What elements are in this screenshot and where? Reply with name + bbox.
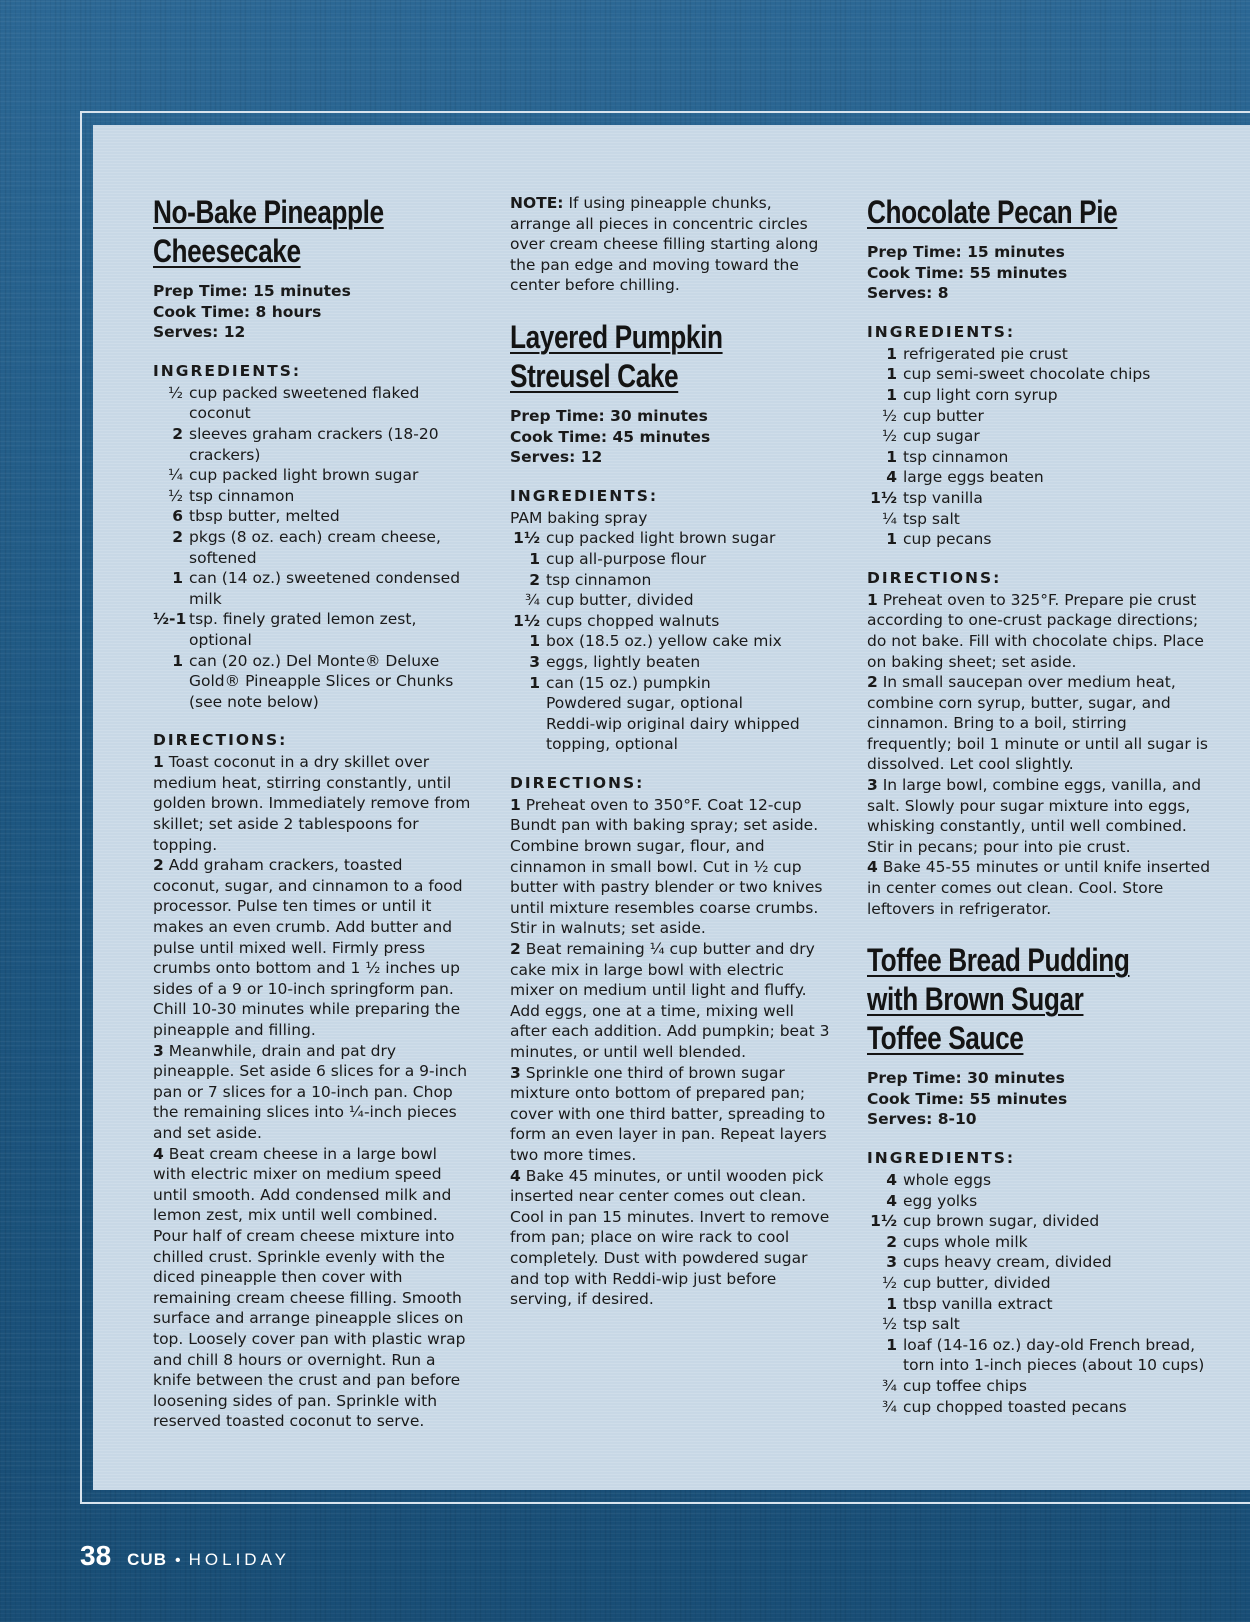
direction-step [153,855,473,1040]
ingredient-quantity: 1 [886,385,897,404]
section-name: HOLIDAY [188,1550,290,1569]
ingredient-text: Powdered sugar, optional [546,694,743,713]
ingredient-text: can (14 oz.) sweetened condensed milk [189,569,461,608]
step-number: 2 [510,940,521,959]
ingredient-item [867,467,1212,488]
ingredient-quantity: 1 [886,530,897,549]
step-text: Sprinkle one third of brown sugar mixture onto bottom of prepared pan; cover with one third batter, spreading to form an even layer in pan. Repeat layers two more times. [510,1063,827,1164]
step-text: Meanwhile, drain and pat dry pineapple. Set aside 6 slices for a 9-inch pan or 7 slices for a 10-inch pan. Chop the remaining slices into ¼-inch pieces and set aside. [153,1041,468,1142]
ingredient-quantity: ¼ [167,466,183,485]
ingredient-text: box (18.5 oz.) yellow cake mix [546,632,782,651]
ingredient-item [867,344,1212,365]
serves: Serves: 8 [867,284,949,303]
directions-list [867,590,1212,920]
ingredient-text: can (20 oz.) Del Monte® Deluxe Gold® Pineapple Slices or Chunks (see note below) [189,651,454,711]
ingredient-quantity: ½ [881,427,897,446]
ingredient-item [867,1273,1212,1294]
ingredient-text: cup packed light brown sugar [189,466,419,485]
ingredient-item [153,424,473,465]
ingredient-text: whole eggs [903,1171,992,1189]
step-number: 3 [153,1041,164,1060]
step-number: 4 [867,858,878,877]
ingredient-text: tsp salt [903,509,960,528]
ingredient-quantity: 2 [529,570,540,589]
ingredient-text: cup butter, divided [546,591,694,610]
ingredient-item [867,1335,1212,1376]
ingredient-quantity: 3 [886,1253,897,1272]
ingredient-item [867,364,1212,385]
ingredient-item [153,527,473,568]
ingredient-item [510,549,830,570]
ingredient-item [153,568,473,609]
ingredient-quantity: 1½ [513,611,540,630]
step-number: 3 [867,776,878,795]
ingredient-text: large eggs beaten [903,468,1044,487]
step-number: 3 [510,1063,521,1082]
directions-heading: DIRECTIONS: [867,568,1002,587]
step-number: 1 [867,590,878,609]
ingredient-text: cup butter, divided [903,1273,1051,1292]
ingredient-text: refrigerated pie crust [903,344,1068,363]
direction-step [510,939,830,1063]
ingredient-quantity: 4 [886,1171,897,1189]
ingredient-item [510,570,830,591]
note-label: NOTE: [510,194,564,212]
ingredient-text: tbsp butter, melted [189,507,340,526]
ingredient-quantity: 4 [886,1191,897,1210]
ingredient-quantity: ½-1 [153,610,187,629]
ingredient-item [153,465,473,486]
ingredient-item [510,693,830,714]
ingredient-text: cups chopped walnuts [546,611,720,630]
step-text: Toast coconut in a dry skillet over medium heat, stirring constantly, until golden brown. Immediately remove from skillet; set aside 2 tablespoons for topping. [153,753,471,854]
ingredient-text: tsp cinnamon [903,447,1009,466]
ingredient-quantity: 1½ [513,529,540,548]
ingredient-item [867,406,1212,427]
ingredient-text: cup packed light brown sugar [546,529,776,548]
cook-time: Cook Time: 55 minutes [867,1089,1068,1108]
ingredient-item [153,651,473,713]
ingredient-item [867,488,1212,509]
directions-list [153,752,473,1432]
ingredient-text: cup all-purpose flour [546,549,707,568]
ingredient-quantity: 2 [172,424,183,443]
direction-step [867,590,1212,672]
ingredient-item [867,1232,1212,1253]
serves: Serves: 8-10 [867,1110,977,1129]
step-text: Bake 45-55 minutes or until knife inserted in center comes out clean. Cool. Store leftovers in refrigerator. [867,858,1211,918]
ingredient-item [867,1252,1212,1273]
ingredients-list [867,344,1212,550]
ingredient-text: can (15 oz.) pumpkin [546,673,711,692]
ingredient-item [510,631,830,652]
ingredient-quantity: 1 [886,1335,897,1354]
direction-step [867,775,1212,857]
step-number: 1 [153,753,164,772]
ingredient-text: cup light corn syrup [903,385,1058,404]
ingredient-quantity: 2 [886,1232,897,1251]
ingredient-item [867,426,1212,447]
ingredient-text: tsp vanilla [903,488,983,507]
step-text: In small saucepan over medium heat, combine corn syrup, butter, sugar, and cinnamon. Bring to a boil, stirring frequently; boil 1 minute or until all sugar is dissolved. Let cool slightly. [867,673,1208,774]
ingredient-quantity: ½ [167,383,183,402]
ingredient-quantity: 3 [529,652,540,671]
ingredient-quantity: 1 [529,673,540,692]
serves: Serves: 12 [153,323,246,342]
ingredient-quantity [510,714,546,755]
ingredient-text: tsp salt [903,1315,960,1334]
separator: • [175,1552,181,1569]
ingredient-text: cup packed sweetened flaked coconut [189,383,420,423]
recipe-chocolate-pecan-pie [867,193,1212,919]
ingredients-heading: INGREDIENTS: [867,1149,1016,1167]
ingredient-text: loaf (14-16 oz.) day-old French bread, torn into 1-inch pieces (about 10 cups) [903,1335,1205,1375]
ingredient-item [867,447,1212,468]
step-text: Add graham crackers, toasted coconut, sugar, and cinnamon to a food processor. Pulse ten times or until it makes an even crumb. Add butter and pulse until mixed well. Firmly press crumbs onto bottom and 1 ½ inches up sides of a 9 or 10-inch springform pan. Chill 10-30 minutes while preparing the pineapple and filling. [153,856,463,1039]
ingredient-quantity: ½ [881,1273,897,1292]
direction-step [153,1041,473,1144]
recipe-layered-pumpkin-streusel-cake [510,318,830,1310]
ingredient-text: pkgs (8 oz. each) cream cheese, softened [189,527,441,567]
column-middle [510,193,830,1310]
step-number: 4 [510,1166,521,1185]
prep-time: Prep Time: 30 minutes [510,406,708,425]
ingredient-item [867,1397,1212,1418]
ingredient-quantity: ¾ [524,591,540,610]
ingredient-quantity: 1 [172,651,183,670]
ingredient-item [867,509,1212,530]
ingredient-item [510,652,830,673]
recipe-title: Chocolate Pecan Pie [867,194,1118,230]
ingredient-quantity: 1 [886,344,897,363]
ingredient-quantity: 1 [886,1294,897,1313]
recipe-toffee-bread-pudding [867,941,1212,1417]
ingredient-quantity: 1 [529,549,540,568]
ingredient-quantity: 1½ [870,488,897,507]
ingredient-text: cup semi-sweet chocolate chips [903,365,1151,384]
recipe-no-bake-pineapple-cheesecake [153,193,473,1432]
ingredient-item [153,609,473,650]
recipe-title: Layered Pumpkin Streusel Cake [510,318,723,394]
ingredient-item [867,529,1212,550]
ingredient-text: eggs, lightly beaten [546,652,701,671]
ingredient-quantity: 2 [172,527,183,546]
step-text: Preheat oven to 325°F. Prepare pie crust according to one-crust package directions; do not bake. Fill with chocolate chips. Place on baking sheet; set aside. [867,590,1204,671]
recipe-title: No-Bake Pineapple Cheesecake [153,194,384,269]
direction-step [867,672,1212,775]
pineapple-note [510,193,830,296]
prep-time: Prep Time: 15 minutes [153,282,351,300]
ingredient-item [510,714,830,755]
ingredient-text: cups whole milk [903,1232,1028,1251]
ingredients-heading: INGREDIENTS: [867,322,1016,341]
ingredient-text: cups heavy cream, divided [903,1253,1112,1272]
step-number: 2 [153,856,164,875]
directions-list [510,795,830,1310]
ingredient-item [153,506,473,527]
ingredient-text: cup toffee chips [903,1376,1027,1395]
ingredient-text: cup pecans [903,530,992,549]
ingredient-item [867,1191,1212,1212]
ingredients-list [153,383,473,713]
ingredient-item [867,1170,1212,1191]
cook-time: Cook Time: 45 minutes [510,427,711,446]
ingredient-text: cup sugar [903,427,980,446]
ingredient-quantity: 1 [886,447,897,466]
ingredient-item [153,486,473,507]
page-number: 38 [80,1540,112,1571]
ingredient-item [867,1294,1212,1315]
direction-step [153,752,473,855]
step-text: In large bowl, combine eggs, vanilla, and salt. Slowly pour sugar mixture into eggs, whisking constantly, until well combined. Stir in pecans; pour into pie crust. [867,776,1202,856]
ingredient-text: sleeves graham crackers (18-20 crackers) [189,424,439,464]
cook-time: Cook Time: 55 minutes [867,263,1068,282]
recipe-title: Toffee Bread Pudding with Brown Sugar Toffee Sauce [867,942,1130,1057]
ingredient-item [867,1211,1212,1232]
ingredient-quantity: ½ [881,406,897,425]
ingredient-text: cup brown sugar, divided [903,1212,1100,1231]
ingredient-quantity: ½ [881,1315,897,1334]
ingredient-text: tsp cinnamon [189,486,295,505]
page-footer [80,1540,290,1572]
ingredient-quantity: 1 [886,365,897,384]
ingredient-quantity: 4 [886,468,897,487]
ingredient-text: cup chopped toasted pecans [903,1397,1127,1416]
ingredient-item [153,383,473,424]
brand-name: CUB [127,1550,167,1569]
ingredient-item [510,508,830,529]
serves: Serves: 12 [510,448,603,467]
direction-step [510,795,830,939]
column-right [867,193,1212,1417]
ingredient-item [510,673,830,694]
direction-step [510,1063,830,1166]
ingredient-text: cup butter [903,406,984,425]
cook-time: Cook Time: 8 hours [153,302,322,321]
step-text: Bake 45 minutes, or until wooden pick inserted near center comes out clean. Cool in pan 15 minutes. Invert to remove from pan; place on wire rack to cool completely. Dust with powdered sugar and top with Reddi-wip just before serving, if desired. [510,1166,830,1309]
step-number: 4 [153,1144,164,1163]
step-text: Beat cream cheese in a large bowl with electric mixer on medium speed until smooth. Add condensed milk and lemon zest, mix until well combined. Pour half of cream cheese mixture into chilled crust. Sprinkle evenly with the diced pineapple then cover with remaining cream cheese filling. Smooth surface and arrange pineapple slices on top. Loosely cover pan with plastic wrap and chill 8 hours or overnight. Run a knife between the crust and pan before loosening sides of pan. Sprinkle with reserved toasted coconut to serve. [153,1144,466,1431]
ingredients-list [867,1170,1212,1417]
ingredient-quantity: ½ [167,486,183,505]
prep-time: Prep Time: 30 minutes [867,1069,1065,1088]
ingredient-item [510,590,830,611]
ingredient-quantity: ¾ [881,1397,897,1416]
ingredients-list [510,508,830,755]
ingredient-quantity: ¼ [881,509,897,528]
ingredient-text: tsp cinnamon [546,570,652,589]
directions-heading: DIRECTIONS: [153,731,288,750]
ingredient-quantity: 6 [172,507,183,526]
ingredient-quantity: 1½ [870,1212,897,1231]
ingredients-heading: INGREDIENTS: [153,361,302,380]
ingredient-item [867,385,1212,406]
ingredient-item [867,1314,1212,1335]
prep-time: Prep Time: 15 minutes [867,243,1065,261]
direction-step [867,857,1212,919]
ingredients-heading: INGREDIENTS: [510,486,659,505]
ingredient-quantity: 1 [529,632,540,651]
ingredient-item [510,611,830,632]
ingredient-quantity: 1 [172,569,183,588]
direction-step [153,1144,473,1432]
ingredient-text: tbsp vanilla extract [903,1294,1053,1313]
ingredient-text: PAM baking spray [510,508,648,527]
directions-heading: DIRECTIONS: [510,773,645,792]
ingredient-quantity: ¾ [881,1376,897,1395]
step-number: 2 [867,673,878,692]
direction-step [510,1166,830,1310]
ingredient-item [867,1376,1212,1397]
ingredient-item [510,528,830,549]
step-text: Preheat oven to 350°F. Coat 12-cup Bundt pan with baking spray; set aside. Combine brown sugar, flour, and cinnamon in small bowl. Cut in ½ cup butter with pastry blender or two knives until mixture resembles coarse crumbs. Stir in walnuts; set aside. [510,795,823,938]
ingredient-quantity [510,693,546,714]
step-text: Beat remaining ¼ cup butter and dry cake mix in large bowl with electric mixer on medium until light and fluffy. Add eggs, one at a time, mixing well after each addition. Add pumpkin; beat 3 minutes, or until well blended. [510,940,830,1061]
ingredient-text: Reddi-wip original dairy whipped topping, optional [546,714,800,754]
step-number: 1 [510,795,521,814]
ingredient-text: egg yolks [903,1191,978,1210]
ingredient-text: tsp. finely grated lemon zest, optional [189,610,417,649]
note-text: If using pineapple chunks, arrange all pieces in concentric circles over cream cheese filling starting along the pan edge and moving toward the center before chilling. [510,194,819,295]
